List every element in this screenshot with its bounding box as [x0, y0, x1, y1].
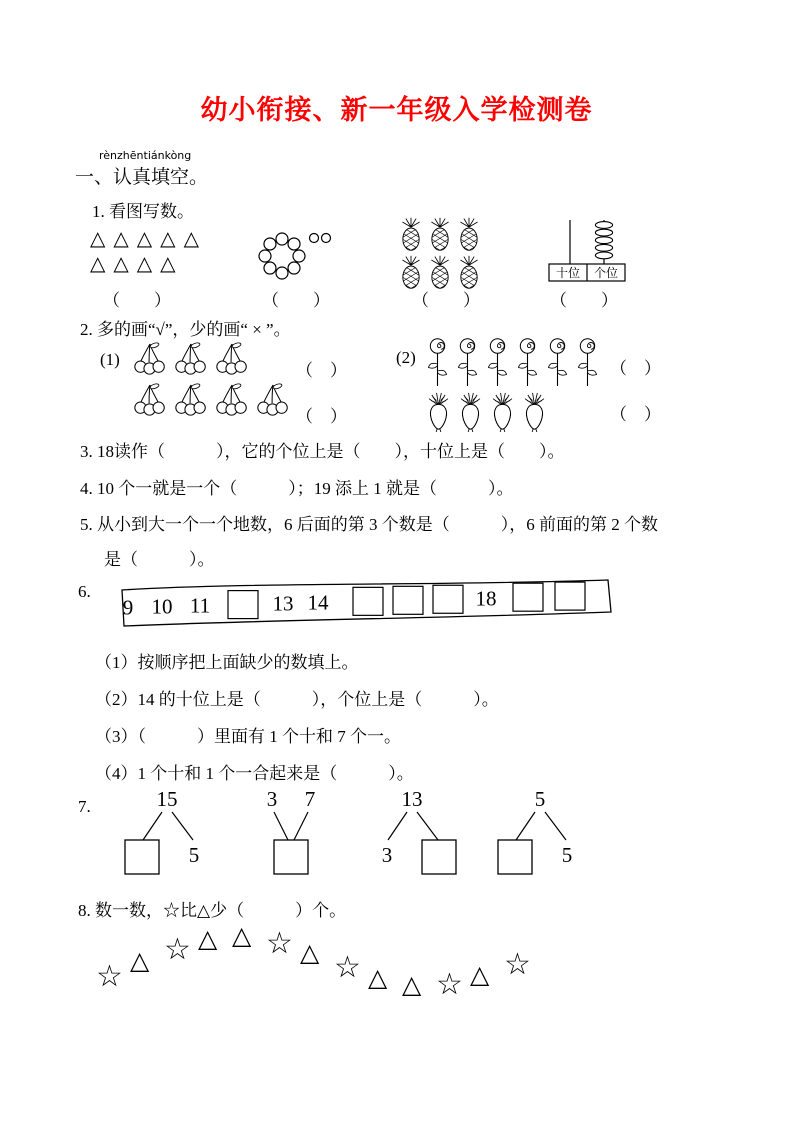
circle-icon: [259, 250, 271, 262]
pineapple-icon: [398, 216, 424, 252]
ruler-empty-box: [228, 591, 258, 619]
number-bond-3: [350, 786, 480, 886]
triangle-icon: △: [113, 251, 129, 275]
pineapple-icon: [456, 216, 482, 252]
cherry-bunch-icon: [171, 381, 211, 418]
circle-icon: [276, 233, 288, 245]
rose-group: [424, 336, 601, 396]
q6-sub1: （1）按顺序把上面缺少的数填上。: [95, 653, 359, 672]
bead-icon: [595, 237, 612, 244]
q2-label: 2. 多的画“√”，少的画“ × ”。: [80, 320, 291, 339]
q5-line1: 5. 从小到大一个一个地数，6 后面的第 3 个数是（ ），6 前面的第 2 个数: [80, 515, 658, 534]
abacus-beads: [595, 222, 612, 259]
q1-label: 1. 看图写数。: [92, 202, 194, 221]
ruler-number: 11: [189, 593, 211, 618]
bond-empty-box: [125, 840, 159, 874]
radish-icon: [456, 392, 485, 432]
star-icon: ☆: [334, 950, 361, 985]
q6-label: 6.: [78, 582, 91, 601]
circle-icon: [288, 238, 300, 250]
cherry-bunch-icon: [130, 340, 170, 377]
bond-empty-box: [498, 840, 532, 874]
ruler-number: 13: [272, 591, 294, 616]
pineapple-icon: [427, 216, 453, 252]
rose-icon: [544, 336, 571, 390]
bead-icon: [595, 222, 612, 229]
pineapple-icon: [456, 254, 482, 290]
radish-icon: [520, 392, 549, 432]
bond-number: 13: [401, 787, 423, 811]
cherry-bunch-icon: [253, 381, 293, 418]
cherry-bunch-icon: [212, 381, 252, 418]
star-icon: ☆: [266, 926, 293, 961]
cherry-bunch-icon: [171, 340, 211, 377]
q2-part1-blank-1: （ ）: [296, 361, 347, 380]
bond-number: 3: [381, 843, 393, 867]
q1-blank-3: （ ）: [412, 291, 480, 310]
cherry-group: [130, 340, 293, 422]
q1-blank-1: （ ）: [103, 291, 171, 310]
q2-part2-blank-1: （ ）: [610, 359, 661, 378]
triangle-icon: △: [160, 226, 176, 250]
bond-number: 3: [266, 787, 278, 811]
bond-number: 5: [561, 843, 573, 867]
triangle-icon: △: [136, 251, 153, 275]
star-icon: ☆: [96, 959, 123, 994]
number-bond-1: [105, 786, 235, 886]
pineapple-icon: [398, 254, 424, 290]
abacus-ones-label: 个位: [593, 266, 619, 280]
q6-sub4: （4）1 个十和 1 个一合起来是（ ）。: [95, 764, 414, 783]
ruler-number: 14: [307, 590, 329, 615]
q3-text: 3. 18读作（ ），它的个位上是（ ），十位上是（ ）。: [80, 442, 565, 461]
q2-part2-blank-2: （ ）: [610, 405, 661, 424]
q8-label: 8. 数一数，☆比△少（ ）个。: [78, 901, 347, 920]
q7-label: 7.: [78, 797, 91, 816]
radish-icon: [424, 392, 453, 432]
rose-icon: [514, 336, 541, 390]
number-ruler: [112, 570, 617, 634]
q6-sub3: （3）（ ）里面有 1 个十和 7 个一。: [95, 727, 401, 746]
triangle-icon: △: [90, 251, 106, 275]
circle-icon: [276, 267, 288, 279]
ruler-number: 10: [151, 594, 173, 619]
ruler-empty-box: [433, 585, 463, 613]
q6-sub2: （2）14 的十位上是（ ），个位上是（ ）。: [95, 690, 499, 709]
circle-ring-figure: [254, 224, 338, 284]
triangle-icon: △: [130, 946, 150, 975]
abacus-figure: [546, 214, 628, 284]
circle-icon: [264, 262, 276, 274]
triangle-group: [90, 227, 199, 277]
rose-icon: [424, 336, 451, 390]
abacus-tens-label: 十位: [555, 266, 581, 280]
star-icon: ☆: [436, 967, 463, 1002]
pinyin-annotation: rènzhēntiánkòng: [99, 149, 192, 162]
bond-number: 5: [188, 843, 200, 867]
cherry-bunch-icon: [130, 381, 170, 418]
triangle-icon: △: [402, 970, 422, 999]
star-icon: ☆: [164, 932, 191, 967]
page-title: 幼小衔接、新一年级入学检测卷: [200, 95, 593, 125]
q1-blank-2: （ ）: [262, 291, 330, 310]
bead-icon: [595, 229, 612, 236]
bond-number: 5: [534, 787, 546, 811]
bond-empty-box: [274, 840, 308, 874]
circle-icon: [288, 262, 300, 274]
bead-icon: [595, 252, 612, 259]
cherry-bunch-icon: [212, 340, 252, 377]
number-bond-2: [228, 786, 358, 886]
pineapple-icon: [427, 254, 453, 290]
star-icon: ☆: [504, 947, 531, 982]
ruler-empty-box: [513, 583, 543, 611]
radish-group: [424, 392, 549, 438]
bond-number: 15: [156, 787, 178, 811]
rose-icon: [574, 336, 601, 390]
pineapple-group: [398, 216, 482, 292]
triangle-icon: △: [160, 251, 176, 275]
circle-icon: [293, 250, 305, 262]
number-bond-4: [478, 786, 608, 886]
bead-icon: [595, 244, 612, 251]
q2-part2-label: (2): [396, 348, 416, 367]
triangle-icon: △: [90, 226, 106, 250]
triangle-icon: △: [113, 226, 129, 250]
circle-icon: [322, 234, 331, 243]
q2-part1-blank-2: （ ）: [296, 407, 347, 426]
q1-blank-4: （ ）: [550, 291, 618, 310]
ruler-empty-box: [393, 586, 423, 614]
ruler-empty-box: [555, 582, 585, 610]
triangle-icon: △: [368, 963, 388, 992]
triangle-icon: △: [183, 226, 199, 250]
rose-icon: [454, 336, 481, 390]
triangle-icon: △: [136, 226, 153, 250]
ruler-empty-box: [353, 587, 383, 615]
triangle-icon: △: [470, 960, 490, 989]
section-heading: 一、认真填空。: [75, 167, 209, 188]
circle-icon: [310, 234, 319, 243]
triangle-icon: △: [300, 938, 320, 967]
circle-icon: [264, 238, 276, 250]
triangle-icon: △: [232, 921, 252, 950]
q2-part1-label: (1): [100, 350, 120, 369]
star-triangle-wave: [96, 920, 576, 1010]
ruler-number: 18: [475, 586, 497, 611]
ruler-number: 9: [122, 595, 134, 620]
rose-icon: [484, 336, 511, 390]
q5-line2: 是（ ）。: [104, 550, 215, 569]
q4-text: 4. 10 个一就是一个（ ）；19 添上 1 就是（ ）。: [80, 479, 514, 498]
bond-number: 7: [304, 787, 316, 811]
triangle-icon: △: [198, 924, 218, 953]
radish-icon: [488, 392, 517, 432]
bond-empty-box: [422, 840, 456, 874]
